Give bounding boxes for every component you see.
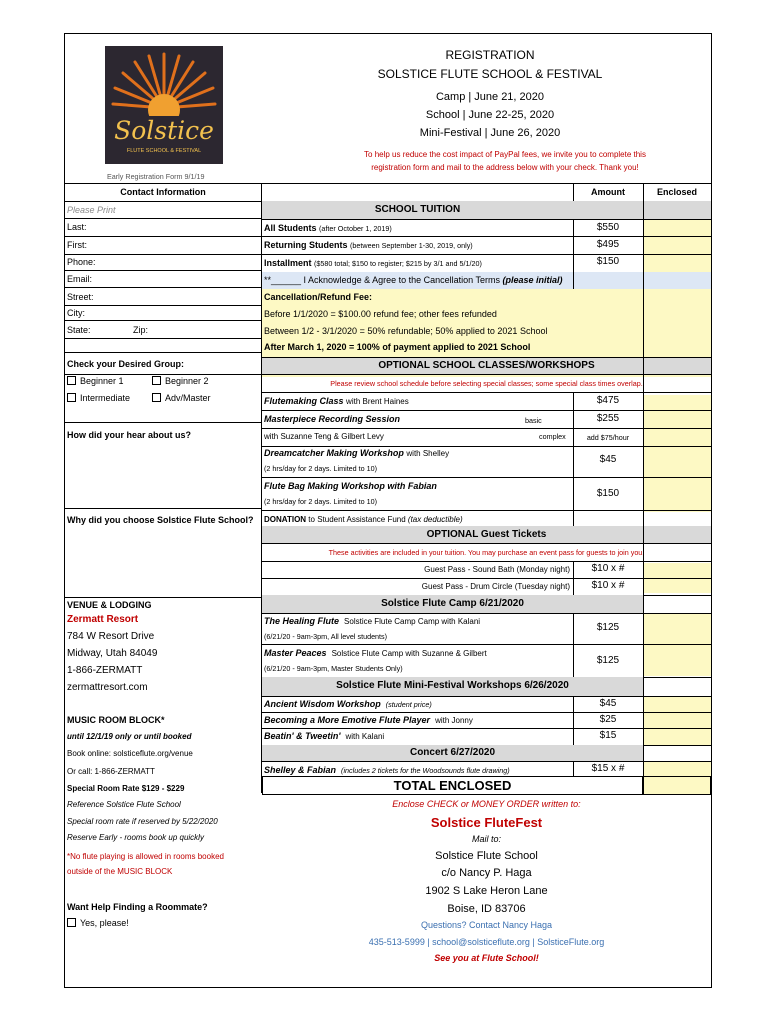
masterpiece-with: with Suzanne Teng & Gilbert Levy — [264, 432, 384, 441]
enclosed-concert-box[interactable] — [643, 761, 711, 776]
masterpiece-amount: $255 — [596, 413, 620, 424]
checkbox-icon[interactable] — [67, 393, 76, 402]
venue-name: Zermatt Resort — [67, 614, 139, 625]
flutebag-amount: $150 — [596, 488, 620, 499]
group-beginner-2[interactable]: Beginner 2 — [152, 376, 209, 386]
all-students-row: All Students (after October 1, 2019) — [264, 223, 392, 233]
emotive-amount: $25 — [599, 714, 617, 725]
optional-classes-note: Please review school schedule before selecting special classes; some special class times overlap. — [330, 379, 643, 388]
roommate-yes[interactable]: Yes, please! — [67, 918, 129, 928]
flutebag-note: (2 hrs/day for 2 days. Limited to 10) — [264, 497, 378, 506]
master-peaces-note: (6/21/20 - 9am-3pm, Master Students Only) — [264, 664, 403, 673]
hear-about-question[interactable]: How did your hear about us? — [67, 430, 192, 440]
early-form-label: Early Registration Form 9/1/19 — [107, 172, 205, 181]
date-camp: Camp | June 21, 2020 — [435, 91, 545, 103]
form-title: REGISTRATION — [445, 48, 535, 62]
tuition-header: SCHOOL TUITION — [374, 204, 461, 215]
installment-amount: $150 — [596, 256, 620, 267]
phone-field[interactable]: Phone: — [67, 257, 96, 267]
venue-address-2: Midway, Utah 84049 — [67, 648, 158, 659]
call-phone: Or call: 1-866-ZERMATT — [67, 767, 155, 776]
reference-note: Reference Solstice Flute School — [67, 800, 181, 809]
returning-amount: $495 — [596, 239, 620, 250]
flutemaking-row: Flutemaking Class with Brent Haines — [264, 396, 409, 406]
cancellation-line-1: Before 1/1/2020 = $100.00 refund fee; other fees refunded — [264, 309, 497, 319]
first-name-field[interactable]: First: — [67, 240, 87, 250]
dreamcatcher-note: (2 hrs/day for 2 days. Limited to 10) — [264, 464, 378, 473]
beatin-row: Beatin' & Tweetin' with Kalani — [264, 731, 385, 741]
healing-flute-note: (6/21/20 - 9am-3pm, All level students) — [264, 632, 388, 641]
book-online[interactable]: Book online: solsticeflute.org/venue — [67, 749, 193, 758]
sunburst-icon — [105, 46, 223, 164]
optional-classes-header: OPTIONAL SCHOOL CLASSES/WORKSHOPS — [378, 360, 595, 371]
returning-row: Returning Students (between September 1-30, 2019, only) — [264, 240, 473, 250]
registration-form — [64, 33, 712, 988]
masterpiece-title: Masterpiece Recording Session — [264, 414, 401, 424]
no-flute-note-1: *No flute playing is allowed in rooms booked — [67, 852, 224, 861]
total-enclosed-label: TOTAL ENCLOSED — [393, 778, 512, 793]
beatin-amount: $15 — [599, 730, 617, 741]
enclose-check-note: Enclose CHECK or MONEY ORDER written to: — [392, 799, 581, 809]
mail-line-2: c/o Nancy P. Haga — [441, 867, 532, 879]
flutebag-title: Flute Bag Making Workshop with Fabian — [264, 481, 437, 491]
installment-row: Installment ($580 total; $150 to register; $215 by 3/1 and 5/1/20) — [264, 258, 482, 268]
cancellation-title: Cancellation/Refund Fee: — [264, 292, 373, 302]
master-peaces-row: Master Peaces Solstice Flute Camp with Suzanne & Gilbert — [264, 648, 487, 658]
logo-subtitle: FLUTE SCHOOL & FESTIVAL — [126, 148, 202, 154]
camp-header: Solstice Flute Camp 6/21/2020 — [381, 598, 524, 609]
all-students-amount: $550 — [596, 222, 620, 233]
acknowledge-text[interactable]: **______ I Acknowledge & Agree to the Cancellation Terms (please initial) — [264, 275, 563, 285]
enclosed-festival-box[interactable] — [643, 696, 711, 745]
emotive-row: Becoming a More Emotive Flute Player with Jonny — [264, 715, 473, 725]
shelley-fabian-amount[interactable]: $15 x # — [591, 763, 625, 774]
group-adv-master[interactable]: Adv/Master — [152, 393, 211, 403]
group-beginner-1[interactable]: Beginner 1 — [67, 376, 124, 386]
contact-header: Contact Information — [120, 187, 206, 197]
date-festival: Mini-Festival | June 26, 2020 — [419, 127, 561, 139]
special-rate-note: Special room rate if reserved by 5/22/2020 — [67, 817, 218, 826]
street-field[interactable]: Street: — [67, 292, 94, 302]
block-until: until 12/1/19 only or until booked — [67, 732, 192, 741]
shelley-fabian-row: Shelley & Fabian (includes 2 tickets for the Woodsounds flute drawing) — [264, 765, 510, 775]
mail-to-label: Mail to: — [471, 834, 501, 844]
group-title: Check your Desired Group: — [67, 359, 185, 369]
checkbox-icon[interactable] — [152, 393, 161, 402]
masterpiece-complex: complex — [539, 432, 566, 441]
enclosed-header: Enclosed — [656, 187, 697, 197]
guest-tickets-header: OPTIONAL Guest Tickets — [426, 529, 547, 540]
form-subtitle: SOLSTICE FLUTE SCHOOL & FESTIVAL — [377, 67, 603, 81]
last-name-field[interactable]: Last: — [67, 222, 87, 232]
amount-header: Amount — [591, 187, 625, 197]
sound-bath-amount[interactable]: $10 x # — [591, 563, 625, 574]
master-peaces-amount: $125 — [596, 655, 620, 666]
concert-header: Concert 6/27/2020 — [409, 747, 496, 758]
venue-web[interactable]: zermattresort.com — [67, 682, 148, 693]
guest-pass-drum-circle: Guest Pass - Drum Circle (Tuesday night) — [421, 582, 570, 591]
ancient-wisdom-amount: $45 — [599, 698, 617, 709]
guest-tickets-note: These activities are included in your tuition. You may purchase an event pass for guests to join you. — [328, 548, 645, 557]
flutemaking-amount: $475 — [596, 395, 620, 406]
dreamcatcher-row: Dreamcatcher Making Workshop with Shelley — [264, 448, 450, 458]
please-print: Please Print — [67, 205, 116, 215]
payee-name: Solstice FluteFest — [430, 815, 543, 830]
healing-flute-amount: $125 — [596, 622, 620, 633]
why-question[interactable]: Why did you choose Solstice Flute School? — [67, 515, 254, 525]
cancellation-line-3: After March 1, 2020 = 100% of payment applied to 2021 School — [264, 342, 531, 352]
no-flute-note-2: outside of the MUSIC BLOCK — [67, 867, 173, 876]
masterpiece-basic: basic — [525, 416, 542, 425]
see-you-note: See you at Flute School! — [434, 953, 539, 963]
roommate-title: Want Help Finding a Roommate? — [67, 902, 208, 912]
venue-address-1: 784 W Resort Drive — [67, 631, 155, 642]
guest-pass-sound-bath: Guest Pass - Sound Bath (Monday night) — [424, 565, 570, 574]
mini-festival-header: Solstice Flute Mini-Festival Workshops 6/26/2020 — [336, 680, 569, 691]
paypal-note-1: To help us reduce the cost impact of PayPal fees, we invite you to complete this — [364, 150, 646, 159]
email-field[interactable]: Email: — [67, 274, 93, 284]
date-school: School | June 22-25, 2020 — [425, 109, 555, 121]
enclosed-tuition-box[interactable] — [643, 219, 711, 274]
complex-amount: add $75/hour — [586, 433, 630, 442]
city-field[interactable]: City: — [67, 308, 85, 318]
drum-circle-amount[interactable]: $10 x # — [591, 580, 625, 591]
mail-line-4: Boise, ID 83706 — [447, 903, 526, 915]
venue-title: VENUE & LODGING — [67, 600, 152, 610]
ancient-wisdom-row: Ancient Wisdom Workshop (student price) — [264, 699, 432, 709]
questions-contact: Questions? Contact Nancy Haga — [420, 920, 553, 930]
checkbox-icon[interactable] — [67, 918, 76, 927]
total-enclosed-box[interactable] — [643, 776, 711, 795]
donation-row: DONATION to Student Assistance Fund (tax deductible) — [264, 515, 463, 524]
cancellation-line-2: Between 1/2 - 3/1/2020 = 50% refundable; 50% applied to 2021 School — [264, 326, 548, 336]
music-room-block: MUSIC ROOM BLOCK* — [67, 715, 165, 725]
healing-flute-row: The Healing Flute Solstice Flute Camp Camp with Kalani — [264, 616, 481, 626]
logo-word: Solstice — [114, 116, 214, 145]
reserve-early-note: Reserve Early - rooms book up quickly — [67, 833, 204, 842]
mail-line-1: Solstice Flute School — [435, 850, 538, 862]
state-field[interactable]: State: — [67, 325, 91, 335]
mail-line-3: 1902 S Lake Heron Lane — [425, 885, 548, 897]
enclosed-workshops-box[interactable] — [643, 395, 711, 512]
checkbox-icon[interactable] — [67, 376, 76, 385]
zip-field[interactable]: Zip: — [133, 325, 149, 335]
room-rate: Special Room Rate $129 - $229 — [67, 784, 185, 793]
group-intermediate[interactable]: Intermediate — [67, 393, 130, 403]
dreamcatcher-amount: $45 — [599, 454, 617, 465]
solstice-logo — [105, 46, 223, 164]
venue-phone: 1-866-ZERMATT — [67, 665, 143, 676]
paypal-note-2: registration form and mail to the address below with your check. Thank you! — [371, 163, 639, 172]
contact-details[interactable]: 435-513-5999 | school@solsticeflute.org | SolsticeFlute.org — [368, 937, 605, 947]
checkbox-icon[interactable] — [152, 376, 161, 385]
